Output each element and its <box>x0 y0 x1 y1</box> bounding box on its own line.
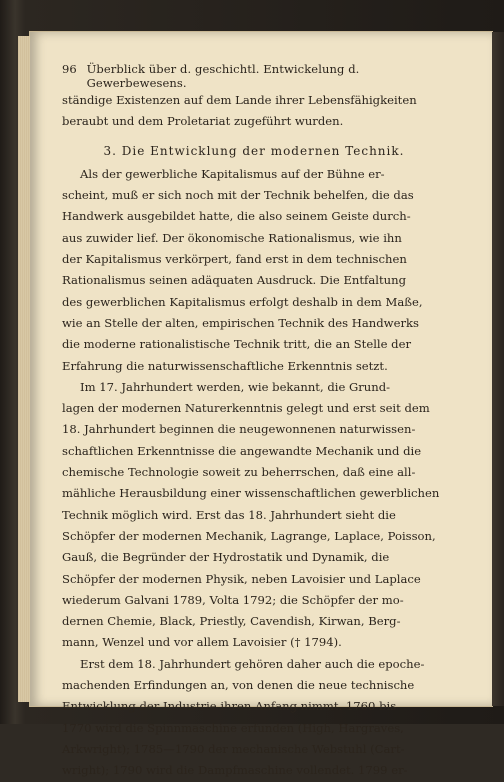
text-line: Erfahrung die naturwissenschaftliche Erkenntnis setzt. <box>62 358 388 373</box>
text-line: lagen der modernen Naturerkenntnis gelegt und erst seit dem <box>62 401 430 416</box>
text-line: scheint, muß er sich noch mit der Technik behelfen, die das <box>62 188 414 203</box>
text-line: mähliche Herausbildung einer wissenschaftlichen gewerblichen <box>62 486 440 501</box>
text-line: machenden Erfindungen an, von denen die neue technische <box>62 678 415 693</box>
text-line: Gauß, die Begründer der Hydrostatik und Dynamik, die <box>62 550 390 565</box>
text-line: Technik möglich wird. Erst das 18. Jahrhundert sieht die <box>62 507 396 522</box>
paragraph-1 <box>62 90 446 133</box>
text-line: der Kapitalismus verkörpert, fand erst in dem technischen <box>62 252 407 267</box>
text-line: dernen Chemie, Black, Priestly, Cavendish, Kirwan, Berg- <box>62 614 401 629</box>
text-line: beraubt und dem Proletariat zugeführt wurden. <box>62 114 344 129</box>
text-line: 1770 wird die Spinnmaschine erfunden (High, Hargraves, <box>62 720 404 735</box>
running-head: Überblick über d. geschichtl. Entwickelung d. Gewerbewesens. <box>86 62 360 90</box>
text-line: wie an Stelle der alten, empirischen Technik des Handwerks <box>62 315 419 330</box>
text-line: Schöpfer der modernen Mechanik, Lagrange, Laplace, Poisson, <box>62 528 436 543</box>
text-line: Im 17. Jahrhundert werden, wie bekannt, die Grund- <box>80 379 391 394</box>
text-line: Arkwright); 1785—1790 der mechanische Webstuhl (Cart- <box>62 741 405 756</box>
page-header <box>62 62 442 90</box>
text-line: Entwicklung der Industrie ihren Anfang nimmt. 1760 bis <box>62 699 397 714</box>
page-edge <box>492 32 504 706</box>
paragraph-2 <box>62 164 446 377</box>
paragraph-4 <box>62 654 446 782</box>
text-line: 18. Jahrhundert beginnen die neugewonnenen naturwissen- <box>62 422 416 437</box>
paragraph-3 <box>62 377 446 654</box>
page-body <box>62 90 446 782</box>
text-line: Als der gewerbliche Kapitalismus auf der Bühne er- <box>80 166 385 181</box>
text-line: Schöpfer der modernen Physik, neben Lavoisier und Laplace <box>62 571 421 586</box>
text-line: die moderne rationalistische Technik tritt, die an Stelle der <box>62 337 411 352</box>
text-line: wiederum Galvani 1789, Volta 1792; die Schöpfer der mo- <box>62 592 404 607</box>
text-line: Rationalismus seinen adäquaten Ausdruck. Die Entfaltung <box>62 273 406 288</box>
text-line: wright); 1790 wird die Dampfmaschine vollendet. 1799 er- <box>62 763 408 778</box>
text-line: aus zuwider lief. Der ökonomische Rationalismus, wie ihn <box>62 230 402 245</box>
page-number: 96 <box>62 62 77 76</box>
text-line: Handwerk ausgebildet hatte, die also seinem Geiste durch- <box>62 209 411 224</box>
text-line: chemische Technologie soweit zu beherrschen, daß eine all- <box>62 465 416 480</box>
text-line: Erst dem 18. Jahrhundert gehören daher auch die epoche- <box>80 656 425 671</box>
section-title: 3. Die Entwicklung der modernen Technik. <box>103 143 405 158</box>
text-line: ständige Existenzen auf dem Lande ihrer Lebensfähigkeiten <box>62 93 417 107</box>
text-line: schaftlichen Erkenntnisse die angewandte Mechanik und die <box>62 443 422 458</box>
text-line: mann, Wenzel und vor allem Lavoisier († 1794). <box>62 635 342 650</box>
text-line: des gewerblichen Kapitalismus erfolgt deshalb in dem Maße, <box>62 294 423 309</box>
